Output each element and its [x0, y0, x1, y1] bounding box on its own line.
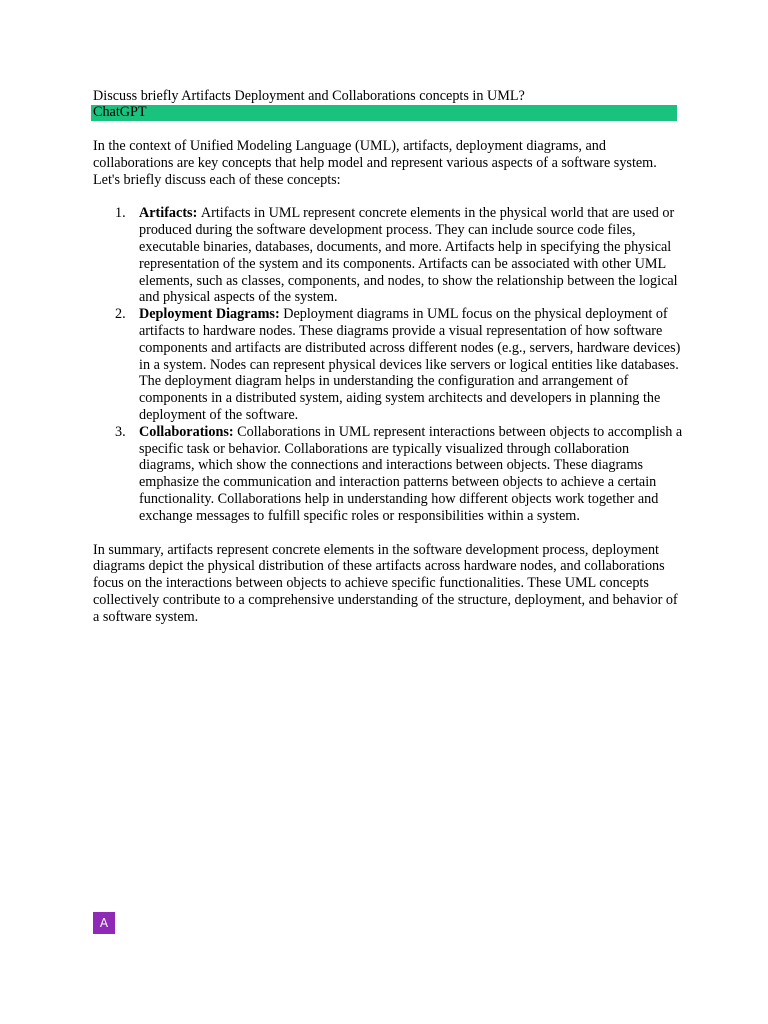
list-item-number: 1. — [115, 205, 126, 222]
list-item — [115, 205, 683, 306]
user-avatar-icon: A — [93, 912, 115, 934]
list-item-text: Collaborations in UML represent interactions between objects to accomplish a specific task or behavior. Collaborations are typically visualized through collaboration diagrams, which show the connections and interactions between objects. These diagrams emphasize the communication and interaction patterns between objects to achieve a certain functionality. Collaborations help in understanding how different objects work together and exchange messages to fulfill specific roles or responsibilities within a system. — [139, 423, 683, 524]
summary-paragraph: In summary, artifacts represent concrete elements in the software development process, deployment diagrams depict the physical distribution of these artifacts across hardware nodes, and collaborations focus on the interactions between objects to achieve specific functionalities. These UML concepts collectively contribute to a comprehensive understanding of the structure, deployment, and behavior of a software system. — [93, 541, 678, 625]
list-item-title: Deployment Diagrams: — [139, 306, 284, 323]
list-item-title: Collaborations: — [139, 423, 238, 440]
intro-paragraph: In the context of Unified Modeling Language (UML), artifacts, deployment diagrams, and collaborations are key concepts that help model and represent various aspects of a software system. Let's briefly discuss each of these concepts: — [93, 138, 657, 188]
question-text: Discuss briefly Artifacts Deployment and Collaborations concepts in UML? — [93, 88, 525, 104]
concept-list — [93, 205, 683, 524]
response-body — [93, 138, 683, 626]
speaker-bar — [91, 105, 677, 121]
list-item-title: Artifacts: — [139, 205, 201, 222]
list-item-number: 3. — [115, 423, 126, 440]
list-item-text: Deployment diagrams in UML focus on the physical deployment of artifacts to hardware nodes. These diagrams provide a visual representation of how software components and artifacts are distributed across different nodes (e.g., servers, hardware devices) in a system. Nodes can represent physical devices like servers or logical entities like databases. The deployment diagram helps in understanding the configuration and arrangement of components in a distributed system, aiding system architects and developers in planning the deployment of the software. — [139, 306, 681, 423]
speaker-label: ChatGPT — [93, 104, 147, 120]
list-item-number: 2. — [115, 306, 126, 323]
list-item-text: Artifacts in UML represent concrete elements in the physical world that are used or produced during the software development process. They can include source code files, executable binaries, databases, documents, and more. Artifacts help in specifying the physical representation of the system and its components. Artifacts can be associated with other UML elements, such as classes, components, and nodes, to show the relationship between the logical and physical aspects of the system. — [139, 205, 678, 306]
list-item — [115, 423, 683, 525]
list-item — [115, 306, 683, 424]
